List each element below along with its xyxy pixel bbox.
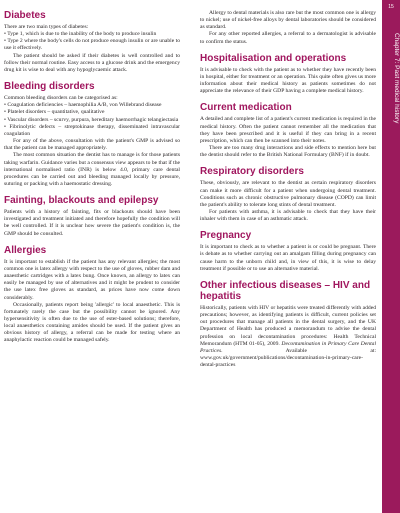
bullet-item: • Type 2 where the body's cells do not produce enough insulin or are unable to use it effectively. (4, 38, 180, 52)
section-medication (200, 102, 376, 159)
section-diabetes (4, 10, 180, 74)
section-allergies (4, 245, 180, 345)
paragraph: It is important to establish if the patient has any relevant allergies; the most common one is latex allergy with respect to the use of gloves, rubber dam and anaesthetic cartridges with a latex bung. Once known, an allergy to latex can easily be managed by use of alternatives and it might be prudent to consider the use latex free gloves as standard, as prices have now come down considerably. (4, 258, 180, 301)
heading-fainting: Fainting, blackouts and epilepsy (4, 195, 159, 207)
paragraph-text: . Available at: www.gov.uk/government/publications/decontamination-in-primary-care-dental-practices (200, 347, 376, 369)
page-number: 15 (388, 4, 394, 10)
bullet-item: • Type 1, which is due to the inability of the body to produce insulin (4, 31, 157, 38)
chapter-side-tab (382, 0, 400, 513)
section-infectious-diseases (200, 280, 376, 369)
heading-allergies: Allergies (4, 244, 47, 256)
paragraph: A detailed and complete list of a patient's current medication is required in the medical history. Often the patient cannot remember all the medication that they have been prescribed and it is useful if they can bring in a recent prescription, which can then be scanned into their notes. (200, 116, 376, 144)
section-fainting (4, 195, 180, 238)
heading-infectious-diseases: Other infectious diseases – HIV and hepatitis (200, 279, 371, 302)
paragraph: There are two main types of diabetes: (4, 24, 89, 30)
paragraph-text: Historically, patients with HIV or hepatitis were treated differently with added precautions; however, as identifying patients is difficult, current policies set out procedures that manage all patients in the dental surgery, and the UK Department of Health has produced a memorandum to advise the dental profession on local decontamination procedures: Health Technical Memorandum (HTM 01-05), 2009. (200, 304, 376, 347)
paragraph: For any of the above, consultation with the patient's GMP is advised so that the patient can be managed appropriately. (4, 138, 180, 152)
heading-hospitalisation: Hospitalisation and operations (200, 52, 347, 64)
section-hospitalisation (200, 53, 376, 96)
section-pregnancy (200, 230, 376, 273)
paragraph: Occasionally, patients report being 'allergic' to local anaesthetic. This is fortunately rarely the case but the possibility cannot be ignored. Any hypersensitivity is often due to the use of ester-based solutions; therefore, local anaesthetics containing amides should be used. If the patient gives an obvious history of allergy, a referral can be made for testing where an anaphylactic reaction could be managed safely. (4, 301, 180, 344)
heading-respiratory: Respiratory disorders (200, 166, 304, 178)
paragraph: Allergy to dental materials is also rare but the most common one is allergy to nickel; use of nickel-free alloys by dental laboratories should be considered as standard. (200, 10, 376, 31)
bullet-item: • Coagulation deficiencies – haemophilia A/B, von Willebrand disease (4, 102, 162, 109)
left-column (4, 10, 180, 352)
paragraph: The patient should be asked if their diabetes is well controlled and to follow their normal routine. Easy access to a glucose drink and the emergency drug kit is wise to deal with any hypoglycaemic attack. (4, 52, 180, 73)
paragraph: These, obviously, are relevant to the dentist as certain respiratory disorders can make it more difficult for a patient when undergoing dental treatment. Conditions such as chronic obstructive pulmonary disease (COPD) can limit the patient's ability to tolerate long stints of dental treatment. (200, 180, 376, 208)
heading-pregnancy: Pregnancy (200, 230, 252, 242)
paragraph: There are too many drug interactions and side effects to mention here but the dentist should refer to the British National Formulary (BNF) if in doubt. (200, 145, 376, 159)
section-bleeding-disorders (4, 81, 180, 188)
heading-medication: Current medication (200, 102, 292, 114)
heading-bleeding-disorders: Bleeding disorders (4, 81, 95, 93)
heading-diabetes: Diabetes (4, 10, 46, 21)
paragraph: For any other reported allergies, a referral to a dermatologist is advisable to confirm the status. (200, 31, 376, 45)
paragraph: For patients with asthma, it is advisable to check that they have their inhaler with them in case of an asthmatic attack. (200, 208, 376, 223)
paragraph: It is advisable to check with the patient as to whether they have recently been in hospital, either for treatment or an operation. This quite often gives us more information about their medical history as patients sometimes do not appreciate the relevance of their GDP having a complete medical history. (200, 66, 376, 95)
document-title: Decontamination in Primary Care Dental Practices (200, 340, 376, 354)
paragraph: The most common situation the dentist has to manage is for those patients taking warfarin. Guidance varies but a consensus view appears to be that if the international normalised ratio (INR) is below 4.0, primary care dental procedures can be carried out and bleeding managed locally by pressure, suturing or packing with a haemostatic dressing. (4, 152, 180, 187)
section-intro (200, 10, 376, 46)
bullet-item: • Platelet disorders – quantitative, qualitative (4, 109, 105, 116)
paragraph: Common bleeding disorders can be categorised as: (4, 95, 118, 102)
right-column (200, 10, 376, 376)
paragraph: It is important to check as to whether a patient is or could be pregnant. There is debate as to whether carrying out an amalgam filling during pregnancy can cause harm to the unborn child and, in view of this, it is wise to delay treatment if possible or to use an alternative material. (200, 244, 376, 272)
paragraph (200, 305, 376, 369)
bullet-item: • Vascular disorders – scurvy, purpura, hereditary haemorrhagic telangiectasia (4, 116, 179, 123)
paragraph: Patients with a history of fainting, fits or blackouts should have been investigated and treatment initiated and therefore hopefully the condition will be well controlled. If it is unclear how severe the patient's condition is, the GMP should be consulted. (4, 209, 180, 237)
section-respiratory (200, 166, 376, 223)
bullet-item: • Fibrinolytic defects – streptokinase therapy, disseminated intravascular coagulation (4, 123, 180, 137)
chapter-label: Chapter 7: Past medical history (393, 32, 400, 124)
